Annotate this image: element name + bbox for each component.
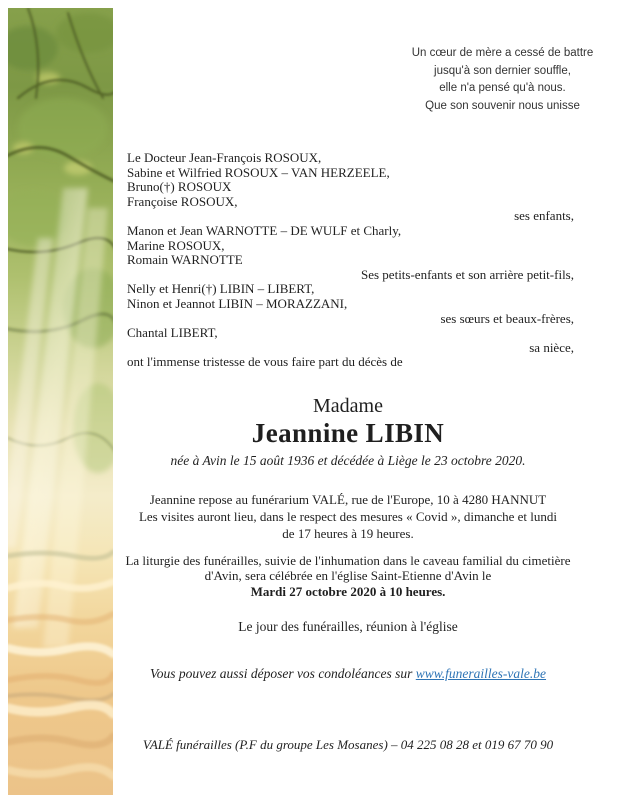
deceased-title: Madame: [313, 395, 383, 417]
relation-label: sa nièce,: [529, 339, 574, 355]
condolences-text: Vous pouvez aussi déposer vos condoléances sur: [149, 666, 416, 681]
verse-line: jusqu'à son dernier souffle,: [434, 64, 571, 77]
verse-line: elle n'a pensé qu'à nous.: [439, 82, 566, 95]
verse-line: Un cœur de mère a cessé de battre: [411, 47, 594, 59]
deceased-name: Jeannine LIBIN: [251, 418, 445, 448]
ceremony-datetime: Mardi 27 octobre 2020 à 10 heures.: [250, 583, 446, 599]
funeral-home-footer: VALÉ funérailles (P.F du groupe Les Mosanes) – 04 225 08 28 et 019 67 70 90: [142, 737, 554, 752]
family-member: Le Docteur Jean-François ROSOUX,: [127, 150, 322, 165]
relation-label: ses enfants,: [514, 208, 574, 224]
family-member: Romain WARNOTTE: [127, 252, 243, 268]
condolences-link[interactable]: www.funerailles-vale.be: [415, 666, 547, 681]
visitation-line: Jeannine repose au funérarium VALÉ, rue de l'Europe, 10 à 4280 HANNUT: [149, 492, 547, 507]
family-member: Chantal LIBERT,: [127, 325, 218, 341]
announcement-line: ont l'immense tristesse de vous faire part du décès de: [127, 354, 403, 370]
visitation-info: [122, 491, 574, 542]
verse-line: Que son souvenir nous unisse: [425, 99, 580, 112]
deceased-life-dates: née à Avin le 15 août 1936 et décédée à Liège le 23 octobre 2020.: [170, 453, 526, 468]
family-member: Bruno(†) ROSOUX: [127, 179, 232, 195]
family-member: Sabine et Wilfried ROSOUX – VAN HERZEELE,: [127, 164, 390, 180]
condolences-note: [122, 666, 574, 682]
visitation-line: de 17 heures à 19 heures.: [282, 526, 414, 541]
ceremony-line: La liturgie des funérailles, suivie de l'inhumation dans le caveau familial du cimetière: [125, 553, 571, 568]
relation-label: ses sœurs et beaux-frères,: [440, 310, 574, 326]
announcement-body: [122, 0, 574, 800]
family-member: Françoise ROSOUX,: [127, 193, 238, 209]
family-list: [122, 151, 574, 370]
visitation-line: Les visites auront lieu, dans le respect des mesures « Covid », dimanche et lundi: [138, 509, 558, 524]
gathering-note: Le jour des funérailles, réunion à l'église: [238, 619, 458, 634]
forest-path-image: [8, 8, 113, 795]
ceremony-info: [122, 553, 574, 599]
family-member: Ninon et Jeannot LIBIN – MORAZZANI,: [127, 295, 348, 311]
relation-label: Ses petits-enfants et son arrière petit-fils,: [361, 266, 574, 282]
family-member: Marine ROSOUX,: [127, 237, 225, 253]
ceremony-line: d'Avin, sera célébrée en l'église Saint-Etienne d'Avin le: [204, 568, 492, 584]
family-member: Nelly et Henri(†) LIBIN – LIBERT,: [127, 281, 315, 297]
family-member: Manon et Jean WARNOTTE – DE WULF et Charly,: [127, 222, 402, 238]
